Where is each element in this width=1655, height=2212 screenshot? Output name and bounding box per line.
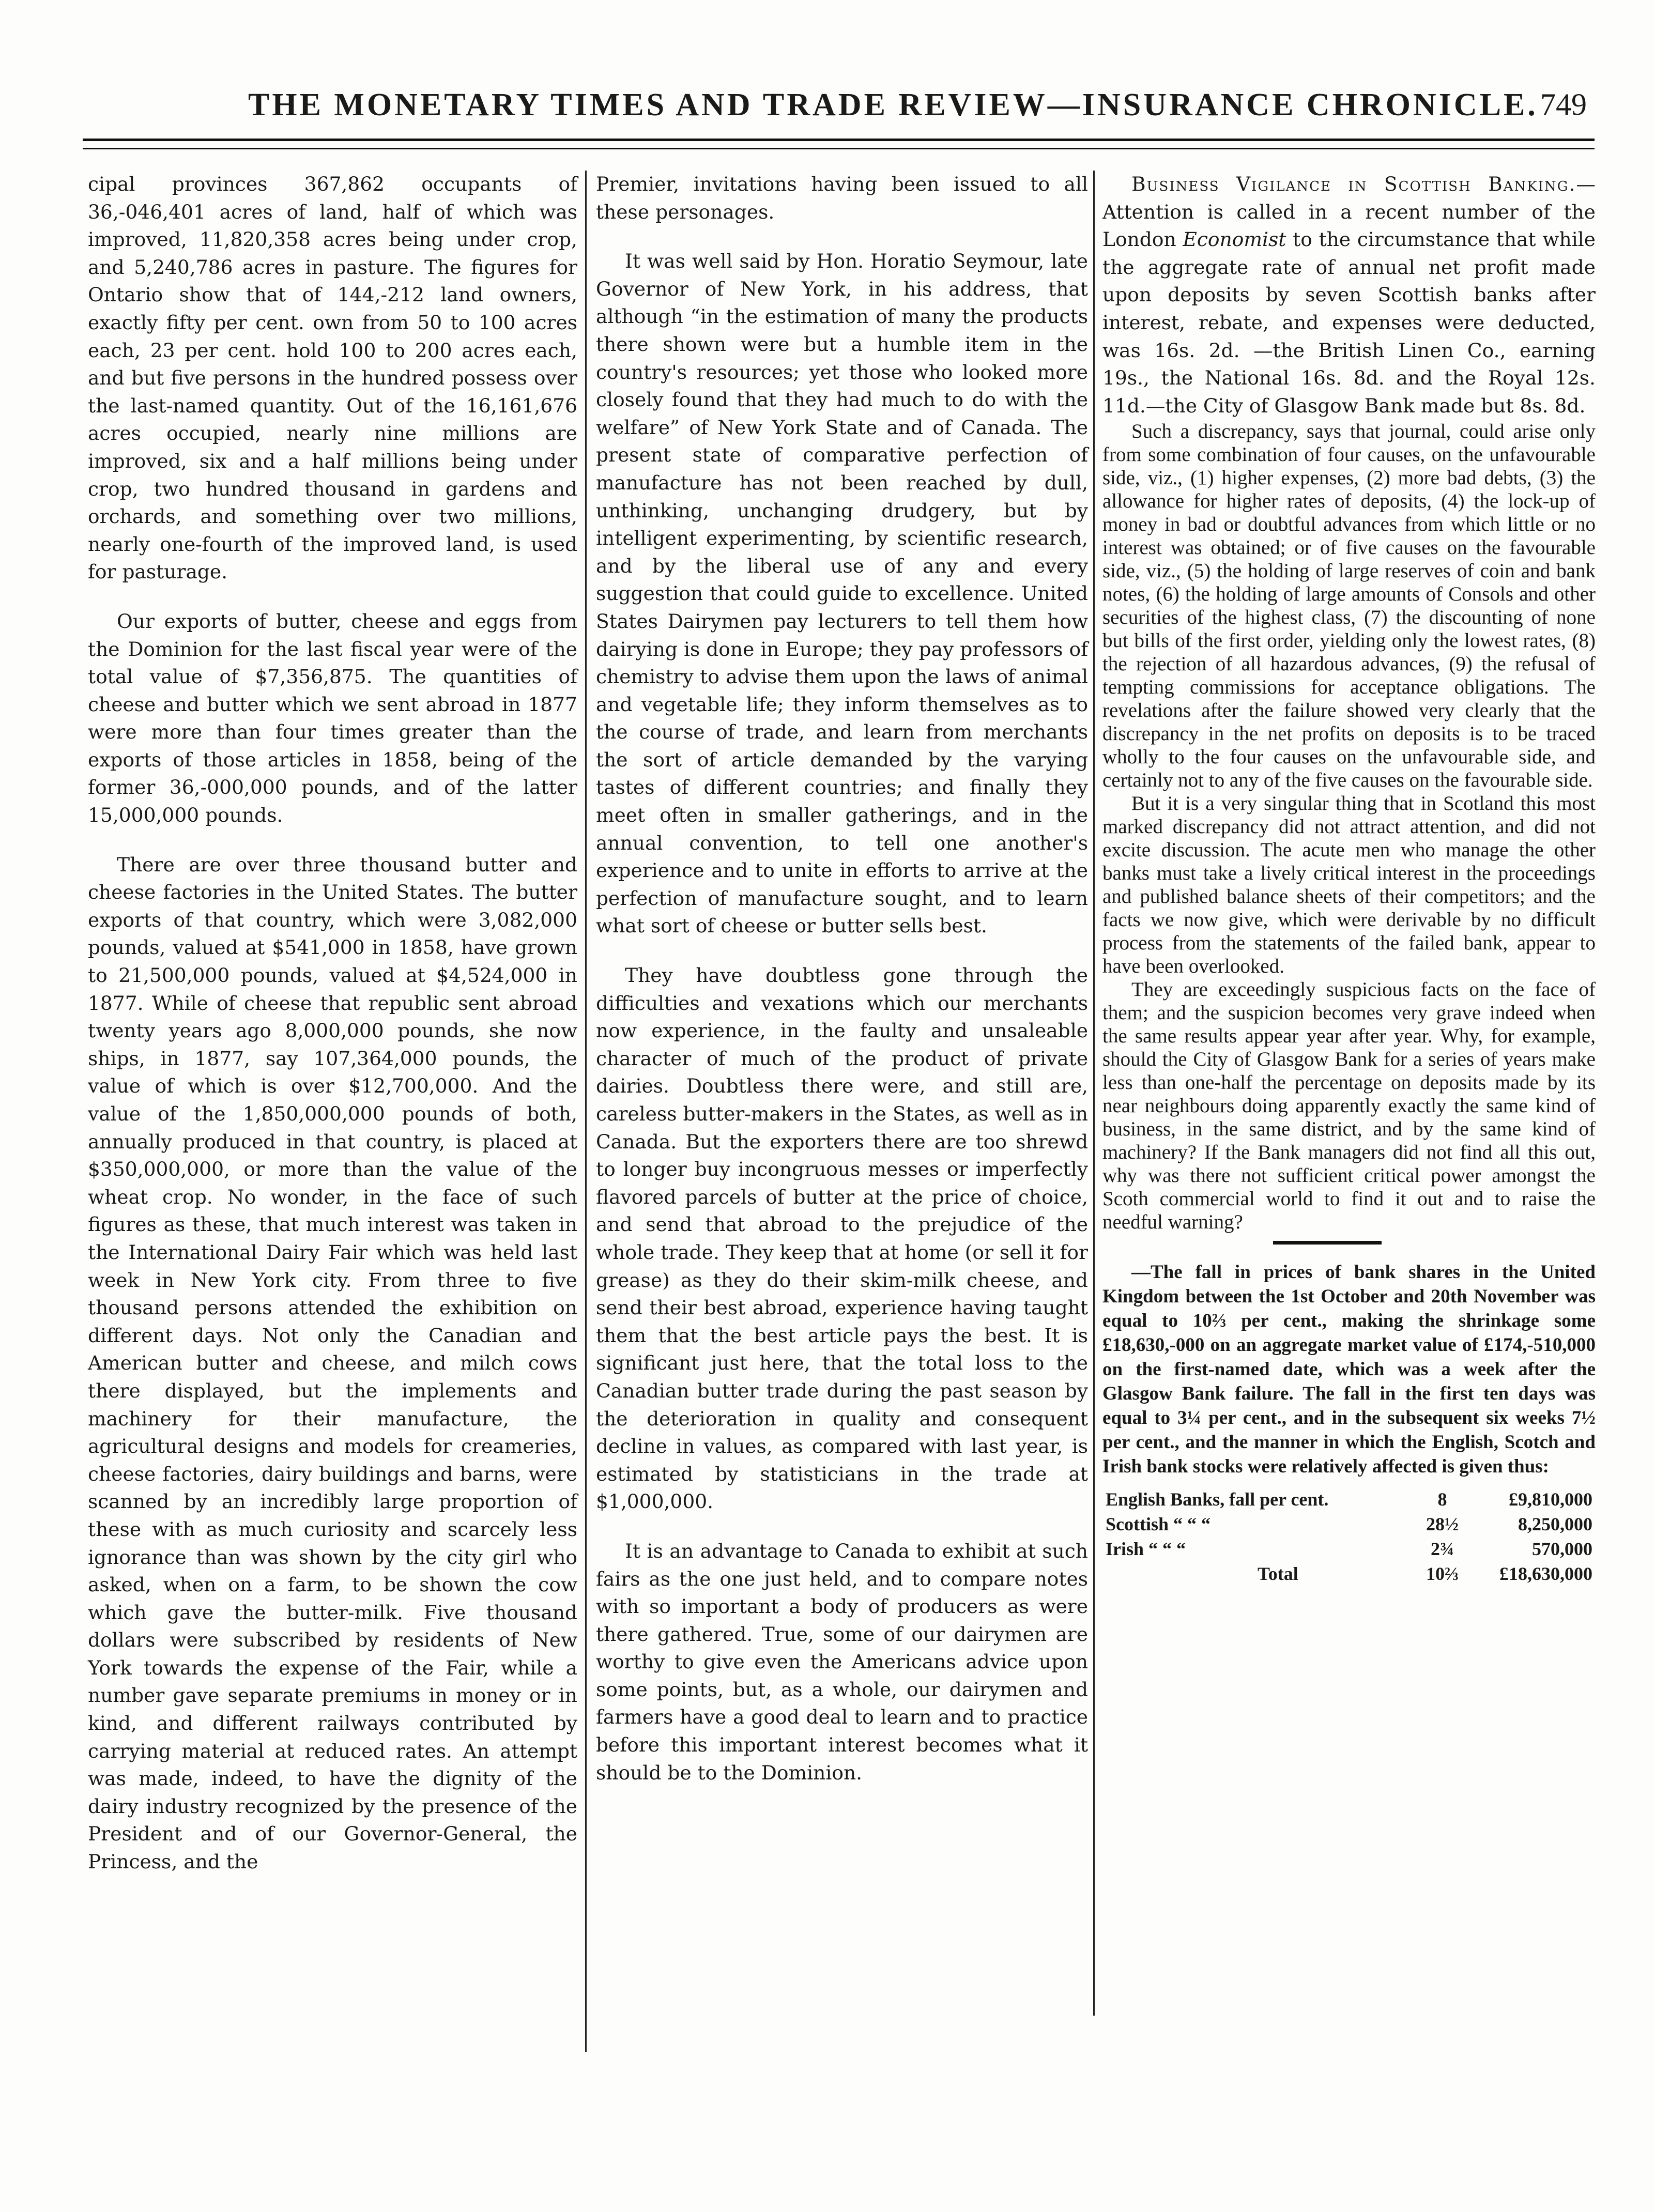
column-left [88,171,577,1876]
paragraph-discrepancy: Such a discrepancy, says that journal, could arise only from some combination of four causes, on the unfavourable side, viz., (1) higher expenses, (2) more bad debts, (3) the allowance for higher rates of deposits, (4) the lock-up of money in bad or doubtful advances from which little or no interest was obtained; or of five causes on the favourable side, viz., (5) the holding of large reserves of coin and bank notes, (6) the holding of large amounts of Consols and other securities of the highest class, (7) the discounting of none but bills of the first order, yielding only the lowest rates, (8) the rejection of all hazardous advances, (9) the refusal of tempting commissions for acceptance obligations. The revelations after the failure showed very clearly that the discrepancy in the net profits on deposits is to be traced wholly to the four causes on the unfavourable side, and certainly not to any of the five causes on the favourable side. [1102,420,1596,792]
paragraph-land-statistics: cipal provinces 367,862 occupants of 36,-046,401 acres of land, half of which was improved, 11,820,358 acres being under crop, and 5,240,786 acres in pasture. The figures for Ontario show that of 144,-212 land owners, exactly fifty per cent. own from 50 to 100 acres each, 23 per cent. hold 100 to 200 acres each, and but five persons in the hundred possess over the last-named quantity. Out of the 16,161,676 acres occupied, nearly nine millions are improved, six and a half millions being under crop, two hundred thousand in gardens and orchards, and something over two millions, nearly one-fourth of the improved land, is used for pasturage. [88,173,577,583]
paragraph-premier: Premier, invitations having been issued to all these personages. [596,173,1088,223]
paragraph-bank-shares: —The fall in prices of bank shares in the United Kingdom between the 1st October and 20th November was equal to 10⅔ per cent., making the shrinkage some £18,630,-000 on an aggregate market value of £174,-510,000 on the first-named date, which was a week after the Glasgow Bank failure. The fall in the first ten days was equal to 3¼ per cent., and in the subsequent six weeks 7½ per cent., and the manner in which the English, Scotch and Irish bank stocks were relatively affected is given thus: [1102,1262,1596,1478]
page-number: 749 [1540,87,1587,121]
paragraph-scottish-banking: Business Vigilance in Scottish Banking.—Attention is called in a recent number of the London Economist to the circumstance that while the aggregate rate of annual net profit made upon deposits by seven Scottish banks after interest, rebate, and expenses were deducted, was 16s. 2d. —the British Linen Co., earning 19s., the National 16s. 8d. and the Royal 12s. 11d.—the City of Glasgow Bank made but 8s. 8d. [1102,173,1596,417]
paragraph-seymour: It was well said by Hon. Horatio Seymour, late Governor of New York, in his address, that although “in the estimation of many the products there shown were but a humble item in the country's resources; yet those who looked more closely found that they had much to do with the welfare” of New York State and of Canada. The present state of comparative perfection of manufacture has not been reached by dull, unthinking, unchanging drudgery, but by intelligent experimenting, by scientific research, and by the liberal use of any and every suggestion that could guide to excellence. United States Dairymen pay lecturers to tell them how dairying is done in Europe; they pay professors of chemistry to advise them upon the laws of animal and vegetable life; they inform themselves as to the course of trade, and learn from merchants the sort of article demanded by the varying tastes of different countries; and finally they meet often in smaller gatherings, and in the annual convention, to tell one another's experience and to unite in efforts to arrive at the perfection of manufacture sought, and to learn what sort of cheese or butter sells best. [596,250,1088,938]
paragraph-advantage: It is an advantage to Canada to exhibit at such fairs as the one just held, and to compare notes with so important a body of producers as were there gathered. True, some of our dairymen are worthy to give even the Americans advice upon some points, but, as a whole, our dairymen and farmers have a good deal to learn and to practice before this important interest becomes what it should be to the Dominion. [596,1539,1088,1784]
table-total-row: Total 10⅔ £18,630,000 [1102,1561,1596,1586]
table-row: Scottish “ “ “ 28½ 8,250,000 [1106,1514,1592,1535]
page-header [83,78,1592,129]
bank-losses-table [1102,1487,1596,1586]
column-divider-right [1093,171,1095,2016]
section-divider [1273,1241,1382,1245]
column-right [1102,171,1596,1586]
economist-title: Economist [1183,228,1286,251]
paragraph-difficulties: They have doubtless gone through the difficulties and vexations which our merchants now experience, in the faulty and unsaleable character of much of the product of private dairies. Doubtless there were, and still are, careless butter-makers in the States, as well as in Canada. But the exporters there are too shrewd to longer buy incongruous messes or imperfectly flavored parcels of butter at the price of choice, and send that abroad to the prejudice of the whole trade. They keep that at home (or sell it for grease) as they do their skim-milk cheese, and send their best abroad, experience having taught them that the best article pays the best. It is significant just here, that the total loss to the Canadian butter trade during the past season by the deterioration in quality and consequent decline in values, as compared with last year, is estimated by statisticians in the trade at $1,000,000. [596,964,1088,1513]
table-row: Irish “ “ “ 2¾ 570,000 [1106,1539,1592,1560]
table-row: English Banks, fall per cent. 8 £9,810,000 [1106,1489,1592,1510]
total-label: Total [1258,1563,1298,1585]
header-rule-thick [83,139,1595,141]
running-title: THE MONETARY TIMES AND TRADE REVIEW—INSURANCE CHRONICLE. [248,87,1538,122]
section-heading: Business Vigilance in Scottish Banking. [1131,173,1576,195]
paragraph-suspicious-facts: They are exceedingly suspicious facts on the face of them; and the suspicion becomes very grave indeed when the same results appear year after year. Why, for example, should the City of Glasgow Bank for a series of years make less than one-half the percentage on deposits made by its near neighbours doing apparently exactly the same kind of business, in the same district, and by the same kind of machinery? If the Bank managers did not find all this out, why was there not sufficient critical power amongst the Scoth commercial world to find it out and to raise the needful warning? [1102,978,1596,1234]
paragraph-singular-thing: But it is a very singular thing that in Scotland this most marked discrepancy did not attract attention, and did not excite discussion. The acute men who manage the other banks must take a lively critical interest in the proceedings and published balance sheets of their competitors; and the facts we now give, which were derivable by no difficult process from the statements of the failed bank, appear to have been overlooked. [1102,792,1596,978]
header-rule-thin [83,148,1595,149]
column-divider-left [585,171,587,2052]
paragraph-dairy-exports: Our exports of butter, cheese and eggs from the Dominion for the last fiscal year were of the total value of $7,356,875. The quantities of cheese and butter which we sent abroad in 1877 were more than four times greater than the exports of those articles in 1858, being of the former 36,-000,000 pounds, and of the latter 15,000,000 pounds. [88,609,577,827]
paragraph-us-factories: There are over three thousand butter and cheese factories in the United States. The butter exports of that country, which were 3,082,000 pounds, valued at $541,000 in 1858, have grown to 21,500,000 pounds, valued at $4,524,000 in 1877. While of cheese that republic sent abroad twenty years ago 8,000,000 pounds, she now ships, in 1877, say 107,364,000 pounds, the value of which is over $12,700,000. And the value of the 1,850,000,000 pounds of both, annually produced in that country, is placed at $350,000,000, or more than the value of the wheat crop. No wonder, in the face of such figures as these, that much interest was taken in the International Dairy Fair which was held last week in New York city. From three to five thousand persons attended the exhibition on different days. Not only the Canadian and American butter and cheese, and milch cows there displayed, but the implements and machinery for their manufacture, the agricultural designs and models for creameries, cheese factories, dairy buildings and barns, were scanned by an incredibly large proportion of these with as much curiosity and scarcely less ignorance than was shown by the city girl who asked, when on a farm, to be shown the cow which gave the butter-milk. Five thousand dollars were subscribed by residents of New York towards the expense of the Fair, while a number gave separate premiums in money or in kind, and different railways contributed by carrying material at reduced rates. An attempt was made, indeed, to have the dignity of the dairy industry recognized by the presence of the President and of our Governor-General, the Princess, and the [88,853,577,1873]
column-middle [596,171,1088,1787]
